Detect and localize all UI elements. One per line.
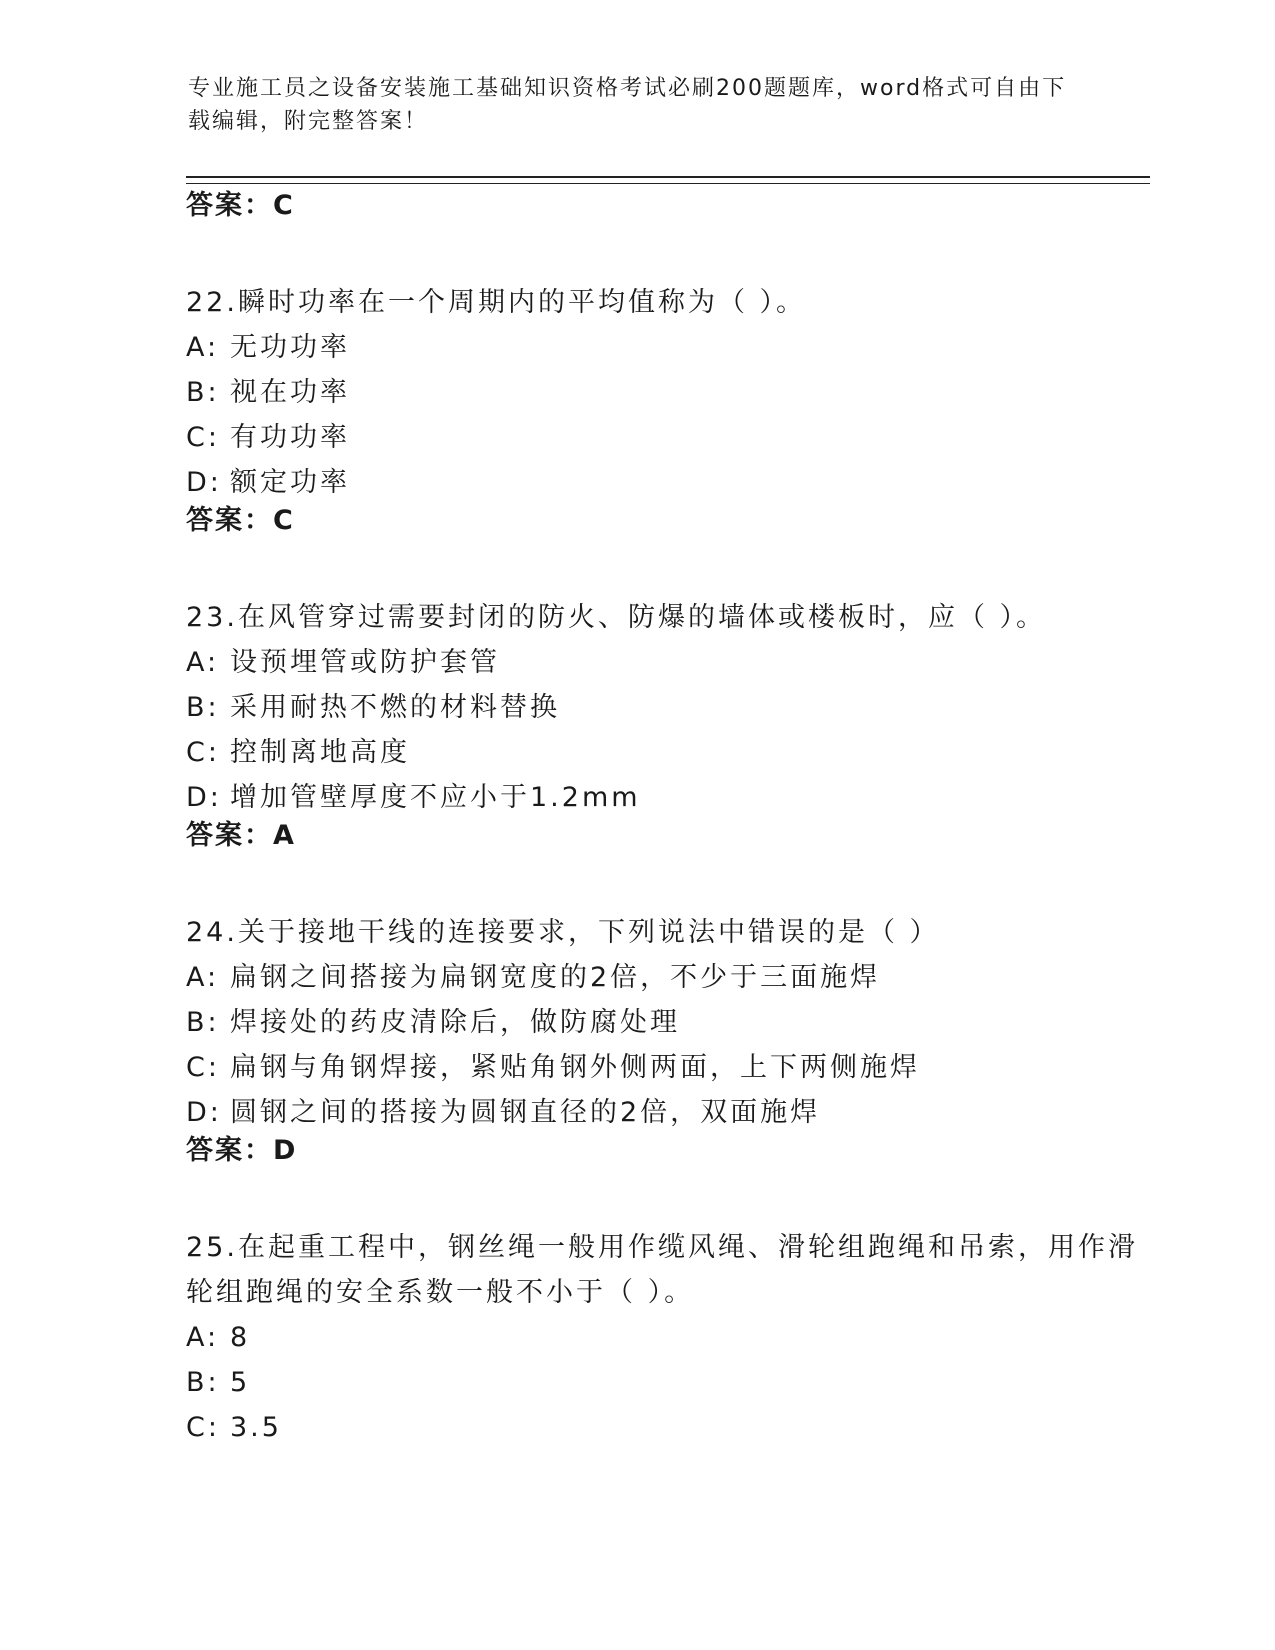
- previous-answer: 答案：C: [186, 190, 295, 221]
- question-text: 23.在风管穿过需要封闭的防火、防爆的墙体或楼板时，应（ ）。: [186, 602, 1047, 633]
- question-24: [186, 910, 1146, 1167]
- option-letter: D:: [186, 467, 222, 498]
- option-letter: B:: [186, 377, 220, 408]
- option-letter: D:: [186, 782, 222, 813]
- option-c: [186, 730, 1146, 775]
- question-text: 22.瞬时功率在一个周期内的平均值称为（ ）。: [186, 287, 807, 318]
- question-25: [186, 1225, 1146, 1450]
- document-header: [188, 72, 1088, 138]
- option-letter: B:: [186, 1367, 220, 1398]
- answer: 答案：C: [186, 505, 295, 536]
- option-a: [186, 640, 1146, 685]
- option-letter: C:: [186, 737, 220, 768]
- option-text: 无功功率: [230, 332, 350, 363]
- question-text: 24.关于接地干线的连接要求，下列说法中错误的是（ ）: [186, 917, 940, 948]
- option-text: 采用耐热不燃的材料替换: [230, 692, 560, 723]
- question-list: [186, 190, 1146, 1450]
- document-title: 专业施工员之设备安装施工基础知识资格考试必刷200题题库，word格式可自由下载编辑，附完整答案！: [188, 76, 1067, 134]
- option-c: [186, 1405, 1146, 1450]
- option-b: [186, 685, 1146, 730]
- option-text: 扁钢之间搭接为扁钢宽度的2倍，不少于三面施焊: [230, 962, 881, 993]
- option-d: [186, 460, 1146, 505]
- option-b: [186, 1360, 1146, 1405]
- option-b: [186, 370, 1146, 415]
- option-d: [186, 775, 1146, 820]
- option-b: [186, 1000, 1146, 1045]
- option-text: 扁钢与角钢焊接，紧贴角钢外侧两面，上下两侧施焊: [230, 1052, 920, 1083]
- option-a: [186, 955, 1146, 1000]
- header-divider: [186, 176, 1150, 184]
- option-a: [186, 1315, 1146, 1360]
- option-d: [186, 1090, 1146, 1135]
- option-c: [186, 415, 1146, 460]
- answer: 答案：D: [186, 1135, 298, 1166]
- option-a: [186, 325, 1146, 370]
- question-text: 25.在起重工程中，钢丝绳一般用作缆风绳、滑轮组跑绳和吊索，用作滑轮组跑绳的安全系数一般不小于（ ）。: [186, 1232, 1138, 1308]
- option-letter: C:: [186, 422, 220, 453]
- question-23: [186, 595, 1146, 852]
- option-letter: A:: [186, 1322, 220, 1353]
- option-text: 5: [230, 1367, 251, 1398]
- answer: 答案：A: [186, 820, 296, 851]
- question-22: [186, 280, 1146, 537]
- option-letter: A:: [186, 332, 220, 363]
- option-text: 控制离地高度: [230, 737, 410, 768]
- option-text: 8: [230, 1322, 251, 1353]
- option-text: 增加管壁厚度不应小于1.2mm: [230, 782, 641, 813]
- option-letter: A:: [186, 647, 220, 678]
- option-text: 视在功率: [230, 377, 350, 408]
- option-text: 焊接处的药皮清除后，做防腐处理: [230, 1007, 680, 1038]
- option-letter: B:: [186, 692, 220, 723]
- option-letter: D:: [186, 1097, 222, 1128]
- option-letter: C:: [186, 1052, 220, 1083]
- option-letter: A:: [186, 962, 220, 993]
- option-text: 额定功率: [230, 467, 350, 498]
- option-text: 圆钢之间的搭接为圆钢直径的2倍，双面施焊: [230, 1097, 821, 1128]
- option-letter: B:: [186, 1007, 220, 1038]
- option-letter: C:: [186, 1412, 220, 1443]
- option-c: [186, 1045, 1146, 1090]
- option-text: 3.5: [230, 1412, 282, 1443]
- option-text: 有功功率: [230, 422, 350, 453]
- option-text: 设预埋管或防护套管: [230, 647, 500, 678]
